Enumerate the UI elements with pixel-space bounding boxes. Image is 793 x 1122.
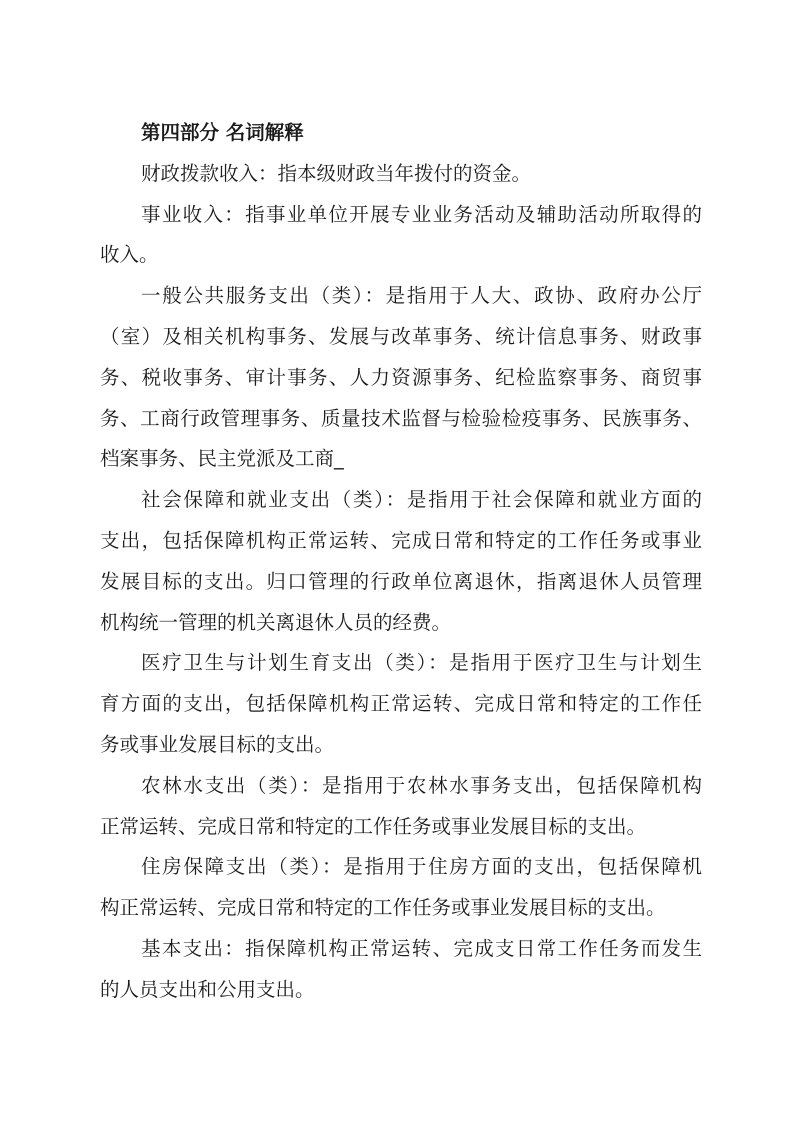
- paragraph-line: 构正常运转、完成日常和特定的工作任务或事业发展目标的支出。: [100, 896, 666, 920]
- paragraph-line: 务或事业发展目标的支出。: [100, 732, 335, 756]
- paragraph: [100, 276, 702, 480]
- paragraph: [100, 480, 702, 643]
- paragraph: [100, 847, 702, 929]
- paragraph-line: 机构统一管理的机关离退休人员的经费。: [100, 610, 452, 634]
- section-title: 第四部分 名词解释: [141, 121, 304, 144]
- paragraph-line: 育方面的支出，包括保障机构正常运转、完成日常和特定的工作任: [100, 692, 702, 716]
- paragraph-line: 农林水支出（类）：是指用于农林水事务支出，包括保障机构: [141, 773, 702, 797]
- paragraph-line: 事业收入：指事业单位开展专业业务活动及辅助活动所取得的: [141, 202, 702, 226]
- paragraph: [100, 643, 702, 765]
- paragraph-line: 务、税收事务、审计事务、人力资源事务、纪检监察事务、商贸事: [100, 365, 702, 389]
- paragraph-line: 正常运转、完成日常和特定的工作任务或事业发展目标的支出。: [100, 814, 647, 838]
- paragraph-line: 社会保障和就业支出（类）：是指用于社会保障和就业方面的: [141, 488, 702, 512]
- paragraph-line: 住房保障支出（类）：是指用于住房方面的支出，包括保障机: [141, 855, 702, 879]
- paragraph-line: 的人员支出和公用支出。: [100, 977, 315, 1001]
- paragraph: [100, 766, 702, 848]
- paragraph-line: 支出，包括保障机构正常运转、完成日常和特定的工作任务或事业: [100, 528, 702, 552]
- paragraph-line: 发展目标的支出。归口管理的行政单位离退休，指离退休人员管理: [100, 569, 702, 593]
- document-body: [100, 113, 702, 1011]
- paragraph-line: （室）及相关机构事务、发展与改革事务、统计信息事务、财政事: [100, 324, 702, 348]
- paragraph: [100, 929, 702, 1011]
- paragraph: [100, 154, 702, 195]
- paragraph-line: 务、工商行政管理事务、质量技术监督与检验检疫事务、民族事务、: [100, 406, 702, 430]
- paragraph-line: 医疗卫生与计划生育支出（类）：是指用于医疗卫生与计划生: [141, 651, 702, 675]
- paragraph-line: 财政拨款收入：指本级财政当年拨付的资金。: [141, 161, 532, 185]
- paragraph-line: 收入。: [100, 243, 159, 267]
- paragraph-line: 基本支出：指保障机构正常运转、完成支日常工作任务而发生: [141, 936, 702, 960]
- paragraph: [100, 195, 702, 277]
- paragraph-line: 一般公共服务支出（类）：是指用于人大、政协、政府办公厅: [141, 284, 702, 308]
- paragraph-line: 档案事务、民主党派及工商_: [100, 447, 344, 471]
